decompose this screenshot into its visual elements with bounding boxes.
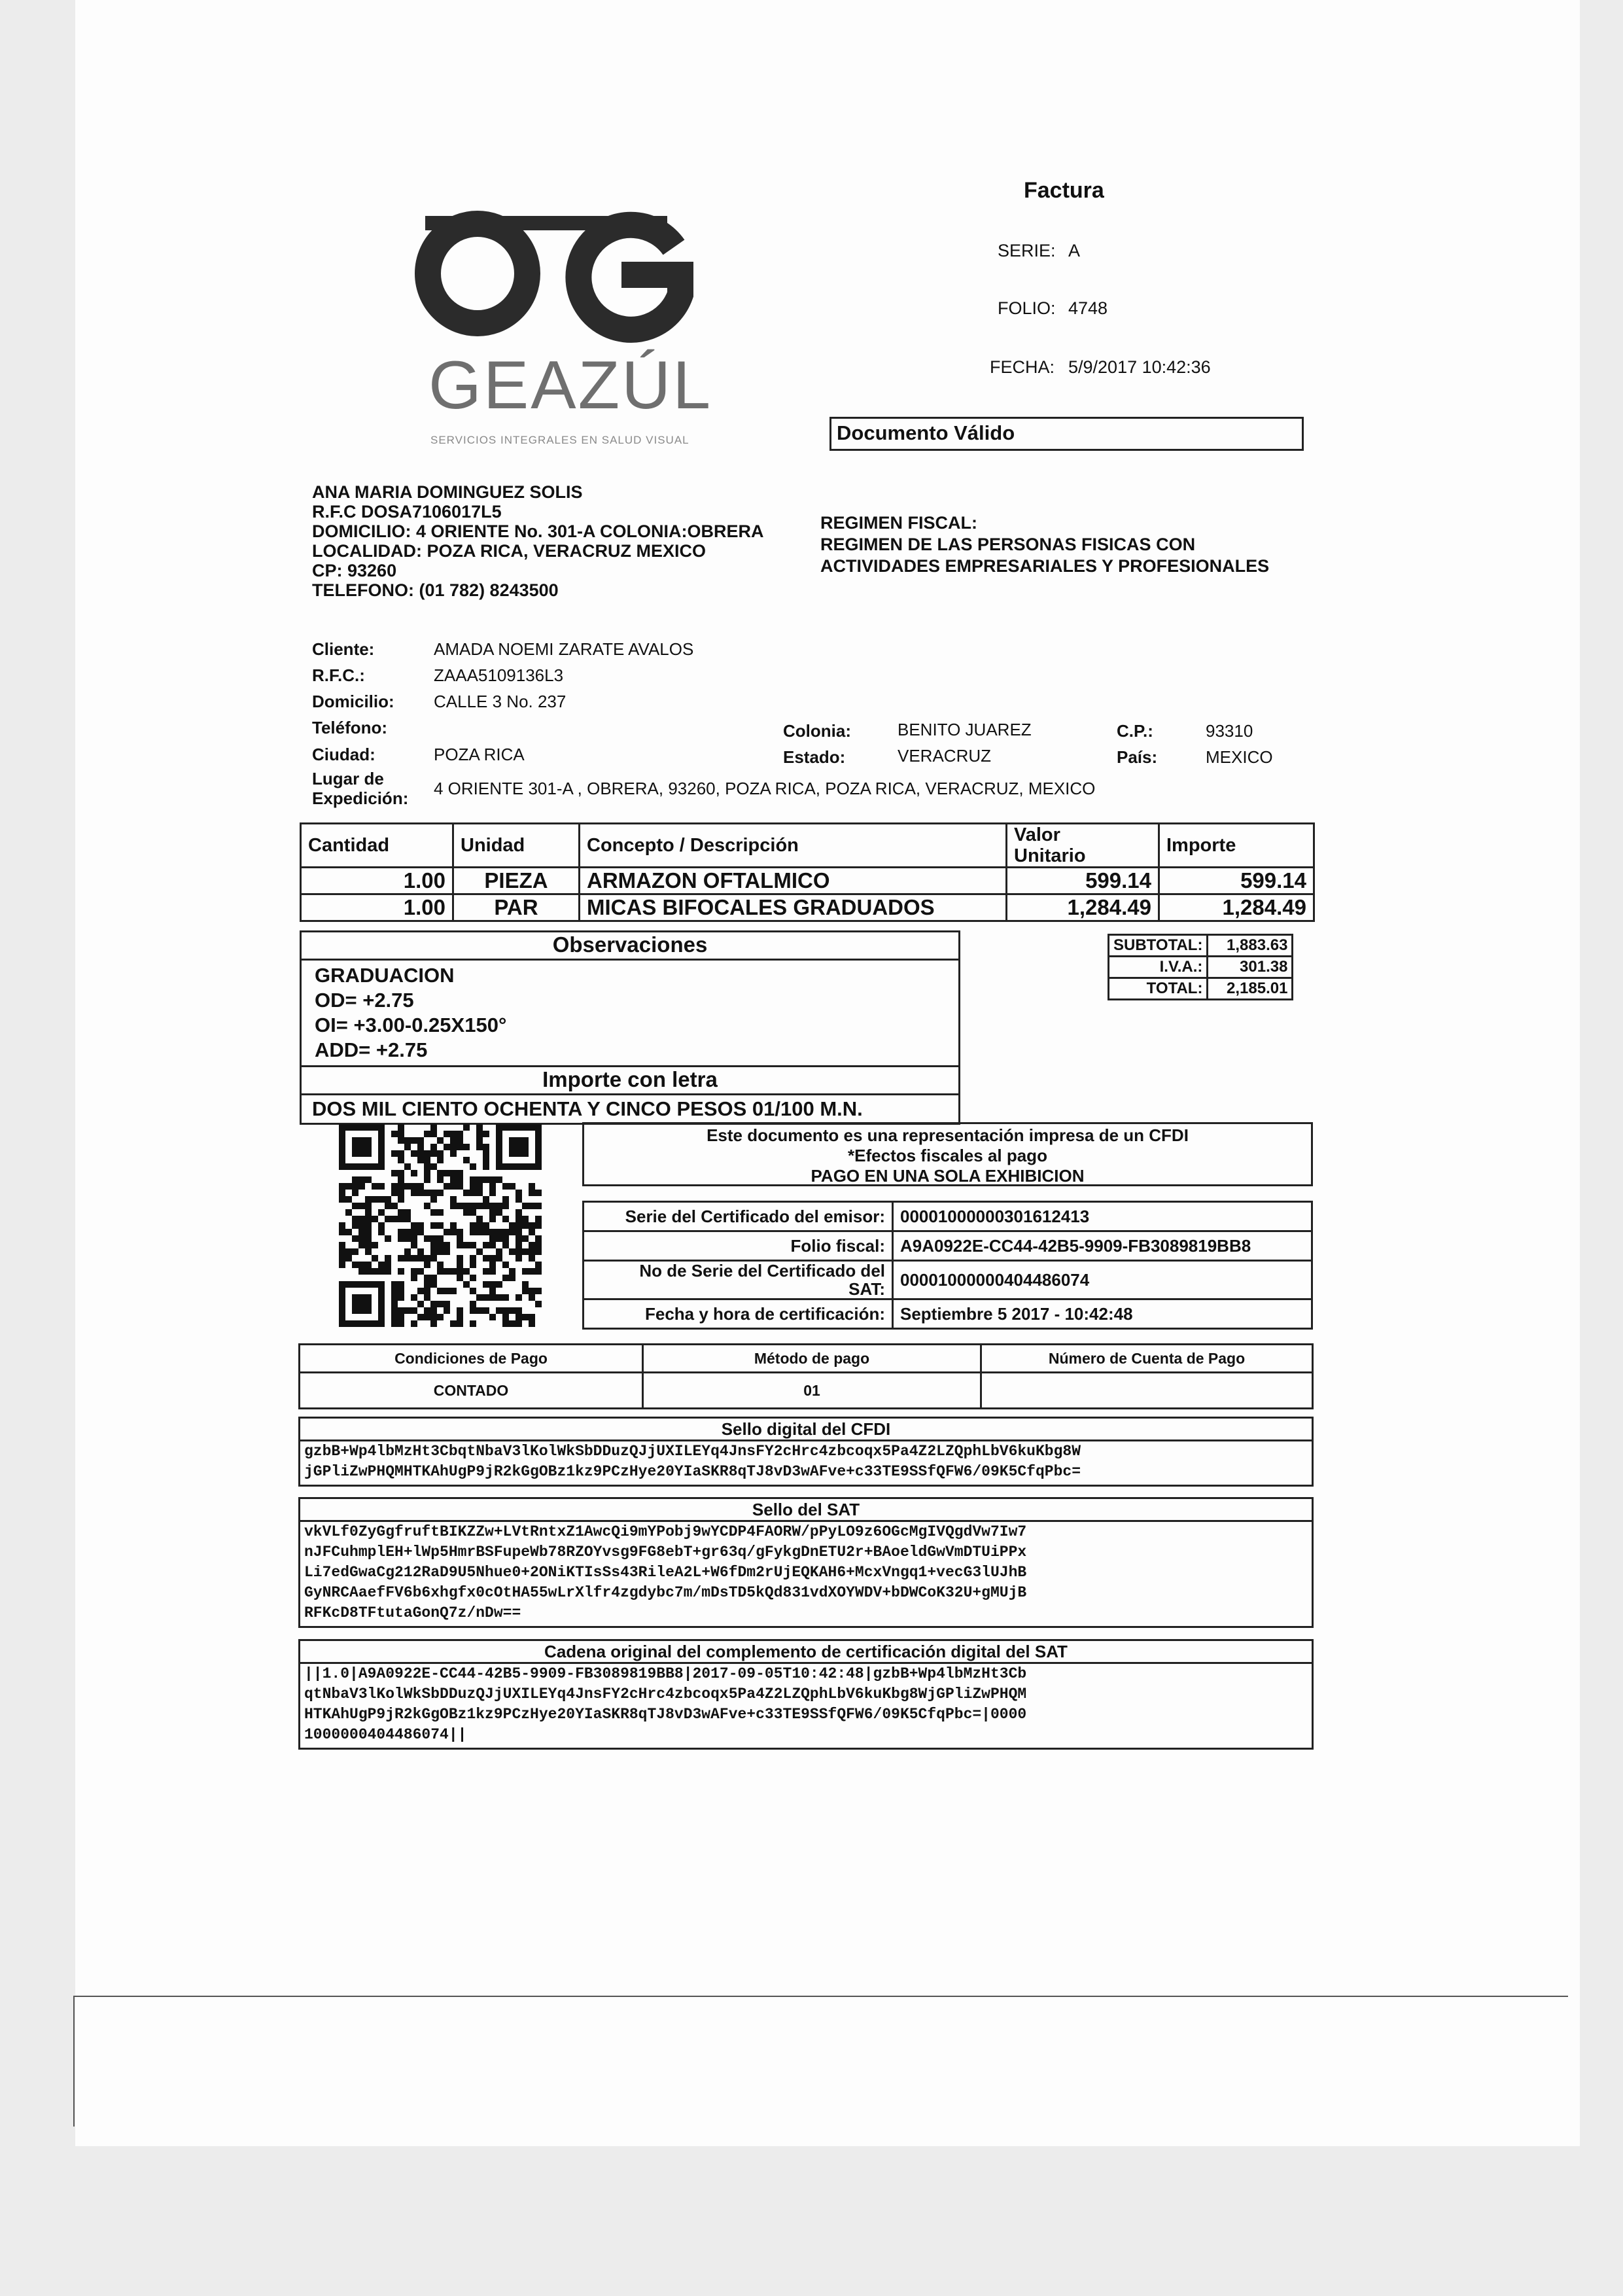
folio-fiscal-value: A9A0922E-CC44-42B5-9909-FB3089819BB8 xyxy=(893,1231,1312,1261)
total-row xyxy=(1109,978,1293,1000)
subtotal-value: 1,883.63 xyxy=(1208,935,1293,957)
cfdi-line-3: PAGO EN UNA SOLA EXHIBICION xyxy=(811,1166,1085,1186)
serie-emisor-value: 00001000000301612413 xyxy=(893,1202,1312,1231)
item-valor: 599.14 xyxy=(1007,868,1159,894)
regimen-label: REGIMEN FISCAL: xyxy=(820,513,977,533)
cliente-label: Cliente: xyxy=(312,639,375,659)
lugar-label-line-2: Expedición: xyxy=(312,788,409,808)
sello-line: GyNRCAaefFV6b6xhgfx0cOtHA55wLrXlfr4zgdybc7m/mDsTD5kQd831vdXOYWDV+bDWCoK32U+gMUjB xyxy=(304,1584,1027,1601)
condiciones-pago-label: Condiciones de Pago xyxy=(300,1345,643,1373)
item-importe: 1,284.49 xyxy=(1159,894,1314,921)
cadena-original-box xyxy=(298,1639,1314,1750)
table-row xyxy=(584,1202,1312,1231)
sello-cfdi-title: Sello digital del CFDI xyxy=(300,1419,1312,1441)
fecha-certificacion-value: Septiembre 5 2017 - 10:42:48 xyxy=(893,1299,1312,1329)
folio-label: FOLIO: xyxy=(998,298,1056,318)
iva-value: 301.38 xyxy=(1208,957,1293,978)
sello-line: jGPliZwPHQMHTKAhUgP9jR2kGgOBz1kz9PCzHye20YIaSKR8qTJ8vD3wAFve+c33TE9SSfQFW6/09K5CfqPbc= xyxy=(304,1463,1081,1480)
observaciones-title: Observaciones xyxy=(302,932,958,961)
serie-sat-label-line-1: No de Serie del Certificado del xyxy=(639,1261,885,1280)
rfc-value: ZAAA5109136L3 xyxy=(434,665,564,685)
og-glasses-logo xyxy=(412,196,700,347)
fecha-label: FECHA: xyxy=(990,357,1055,377)
item-concepto: ARMAZON OFTALMICO xyxy=(580,868,1007,894)
observacion-line: OD= +2.75 xyxy=(315,989,414,1012)
observaciones-body xyxy=(302,961,958,1065)
item-cantidad: 1.00 xyxy=(301,868,453,894)
subtotal-row xyxy=(1109,935,1293,957)
cp-label: C.P.: xyxy=(1117,721,1153,741)
observacion-line: OI= +3.00-0.25X150° xyxy=(315,1014,507,1036)
item-valor: 1,284.49 xyxy=(1007,894,1159,921)
estado-value: VERACRUZ xyxy=(898,746,992,766)
importe-letra-title: Importe con letra xyxy=(302,1065,958,1095)
certificado-table xyxy=(582,1201,1313,1330)
qr-code xyxy=(339,1124,542,1327)
domicilio-value: CALLE 3 No. 237 xyxy=(434,692,567,711)
sello-line: nJFCuhmplEH+lWp5HmrBSFupeWb78RZOYvsg9FG8ebT+gr63q/gFykgDnETU2r+BAoeldGwVmDTUiPPx xyxy=(304,1544,1027,1561)
observacion-line: ADD= +2.75 xyxy=(315,1038,428,1061)
col-concepto: Concepto / Descripción xyxy=(580,824,1007,868)
pago-header-row xyxy=(300,1345,1313,1373)
importe-letra-value: DOS MIL CIENTO OCHENTA Y CINCO PESOS 01/100 M.N. xyxy=(312,1097,863,1120)
emisor-telefono: TELEFONO: (01 782) 8243500 xyxy=(312,580,559,600)
col-importe: Importe xyxy=(1159,824,1314,868)
serie-sat-label-line-2: SAT: xyxy=(848,1279,885,1299)
item-unidad: PAR xyxy=(453,894,580,921)
serie-sat-label xyxy=(584,1261,893,1299)
sello-sat-value xyxy=(300,1522,1312,1626)
item-importe: 599.14 xyxy=(1159,868,1314,894)
pais-value: MEXICO xyxy=(1206,747,1273,767)
cuenta-pago-value xyxy=(981,1373,1313,1409)
logo-tagline: SERVICIOS INTEGRALES EN SALUD VISUAL xyxy=(430,434,689,446)
pago-value-row xyxy=(300,1373,1313,1409)
serie-value: A xyxy=(1068,241,1081,260)
fecha-certificacion-label: Fecha y hora de certificación: xyxy=(584,1299,893,1329)
table-row xyxy=(301,894,1314,921)
items-header-row xyxy=(301,824,1314,868)
lugar-expedicion-label xyxy=(312,769,408,808)
sello-line: qtNbaV3lKolWkSbDDuzQJjUXILEYq4JnsFY2cHrc4zbcoqx5Pa4Z2LZQphLbV6kuKbg8WjGPliZwPHQM xyxy=(304,1686,1027,1703)
item-concepto: MICAS BIFOCALES GRADUADOS xyxy=(580,894,1007,921)
colonia-value: BENITO JUAREZ xyxy=(898,720,1032,739)
pago-table xyxy=(298,1343,1314,1409)
sello-line: 1000000404486074|| xyxy=(304,1726,467,1743)
observacion-line: GRADUACION xyxy=(315,964,455,987)
table-row xyxy=(301,868,1314,894)
cadena-original-value xyxy=(300,1664,1312,1748)
item-cantidad: 1.00 xyxy=(301,894,453,921)
cfdi-line-1: Este documento es una representación impresa de un CFDI xyxy=(707,1125,1189,1145)
table-row xyxy=(584,1231,1312,1261)
sello-cfdi-value xyxy=(300,1441,1312,1485)
invoice-title: Factura xyxy=(1024,178,1104,203)
metodo-pago-label: Método de pago xyxy=(643,1345,981,1373)
cuenta-pago-label: Número de Cuenta de Pago xyxy=(981,1345,1313,1373)
estado-label: Estado: xyxy=(783,747,846,767)
iva-row xyxy=(1109,957,1293,978)
items-table xyxy=(300,822,1315,922)
page-edge-line-vertical xyxy=(73,1996,75,2127)
serie-emisor-label: Serie del Certificado del emisor: xyxy=(584,1202,893,1231)
domicilio-label: Domicilio: xyxy=(312,692,394,711)
table-row xyxy=(584,1261,1312,1299)
sello-sat-title: Sello del SAT xyxy=(300,1499,1312,1522)
emisor-block xyxy=(312,482,764,600)
emisor-cp: CP: 93260 xyxy=(312,561,397,580)
iva-label: I.V.A.: xyxy=(1109,957,1208,978)
emisor-name: ANA MARIA DOMINGUEZ SOLIS xyxy=(312,482,583,502)
observaciones-box xyxy=(300,930,960,1125)
document-status-badge: Documento Válido xyxy=(829,417,1304,451)
logo-name: GEAZÚL xyxy=(428,347,713,423)
sello-line: Li7edGwaCg212RaD9U5Nhue0+2ONiKTIsSs43RileA2L+W6fDm2rUjEQKAH6+McxVngq1+vecG3lUJhB xyxy=(304,1564,1027,1581)
ciudad-label: Ciudad: xyxy=(312,745,375,764)
cp-value: 93310 xyxy=(1206,721,1253,741)
lugar-expedicion-value: 4 ORIENTE 301-A , OBRERA, 93260, POZA RICA, POZA RICA, VERACRUZ, MEXICO xyxy=(434,779,1096,798)
regimen-block xyxy=(820,512,1269,577)
serie-label: SERIE: xyxy=(998,241,1056,260)
telefono-label: Teléfono: xyxy=(312,718,388,737)
sello-line: RFKcD8TFtutaGonQ7z/nDw== xyxy=(304,1604,521,1621)
condiciones-pago-value: CONTADO xyxy=(300,1373,643,1409)
cfdi-line-2: *Efectos fiscales al pago xyxy=(848,1146,1047,1165)
pais-label: País: xyxy=(1117,747,1158,767)
col-valor-line-2: Unitario xyxy=(1014,845,1086,866)
sello-line: gzbB+Wp4lbMzHt3CbqtNbaV3lKolWkSbDDuzQJjUXILEYq4JnsFY2cHrc4zbcoqx5Pa4Z2LZQphLbV6kuKbg8W xyxy=(304,1443,1081,1460)
cliente-value: AMADA NOEMI ZARATE AVALOS xyxy=(434,639,694,659)
sello-line: HTKAhUgP9jR2kGgOBz1kz9PCzHye20YIaSKR8qTJ8vD3wAFve+c33TE9SSfQFW6/09K5CfqPbc=|0000 xyxy=(304,1706,1027,1723)
item-unidad: PIEZA xyxy=(453,868,580,894)
col-unidad: Unidad xyxy=(453,824,580,868)
total-label: TOTAL: xyxy=(1109,978,1208,1000)
table-row xyxy=(584,1299,1312,1329)
total-value: 2,185.01 xyxy=(1208,978,1293,1000)
subtotal-label: SUBTOTAL: xyxy=(1109,935,1208,957)
rfc-label: R.F.C.: xyxy=(312,665,365,685)
page-edge-line xyxy=(73,1996,1568,1997)
regimen-line-2: ACTIVIDADES EMPRESARIALES Y PROFESIONALES xyxy=(820,556,1270,576)
sello-line: ||1.0|A9A0922E-CC44-42B5-9909-FB3089819BB8|2017-09-05T10:42:48|gzbB+Wp4lbMzHt3Cb xyxy=(304,1665,1027,1682)
emisor-domicilio: DOMICILIO: 4 ORIENTE No. 301-A COLONIA:OBRERA xyxy=(312,521,764,541)
metodo-pago-value: 01 xyxy=(643,1373,981,1409)
sello-line: vkVLf0ZyGgfruftBIKZZw+LVtRntxZ1AwcQi9mYPobj9wYCDP4FAORW/pPyLO9z6OGcMgIVQgdVw7Iw7 xyxy=(304,1523,1027,1540)
emisor-rfc: R.F.C DOSA7106017L5 xyxy=(312,502,502,521)
folio-fiscal-label: Folio fiscal: xyxy=(584,1231,893,1261)
emisor-localidad: LOCALIDAD: POZA RICA, VERACRUZ MEXICO xyxy=(312,541,706,561)
col-valor-unitario xyxy=(1007,824,1159,868)
fecha-value: 5/9/2017 10:42:36 xyxy=(1068,357,1211,377)
col-valor-line-1: Valor xyxy=(1014,824,1060,845)
sello-cfdi-box xyxy=(298,1417,1314,1487)
serie-sat-value: 00001000000404486074 xyxy=(893,1261,1312,1299)
col-cantidad: Cantidad xyxy=(301,824,453,868)
regimen-line-1: REGIMEN DE LAS PERSONAS FISICAS CON xyxy=(820,535,1196,554)
ciudad-value: POZA RICA xyxy=(434,745,525,764)
cfdi-notice-box xyxy=(582,1122,1313,1186)
colonia-label: Colonia: xyxy=(783,721,851,741)
cadena-original-title: Cadena original del complemento de certificación digital del SAT xyxy=(300,1641,1312,1664)
folio-value: 4748 xyxy=(1068,298,1108,318)
totals-table xyxy=(1108,934,1293,1000)
lugar-label-line-1: Lugar de xyxy=(312,769,384,788)
sello-sat-box xyxy=(298,1497,1314,1628)
